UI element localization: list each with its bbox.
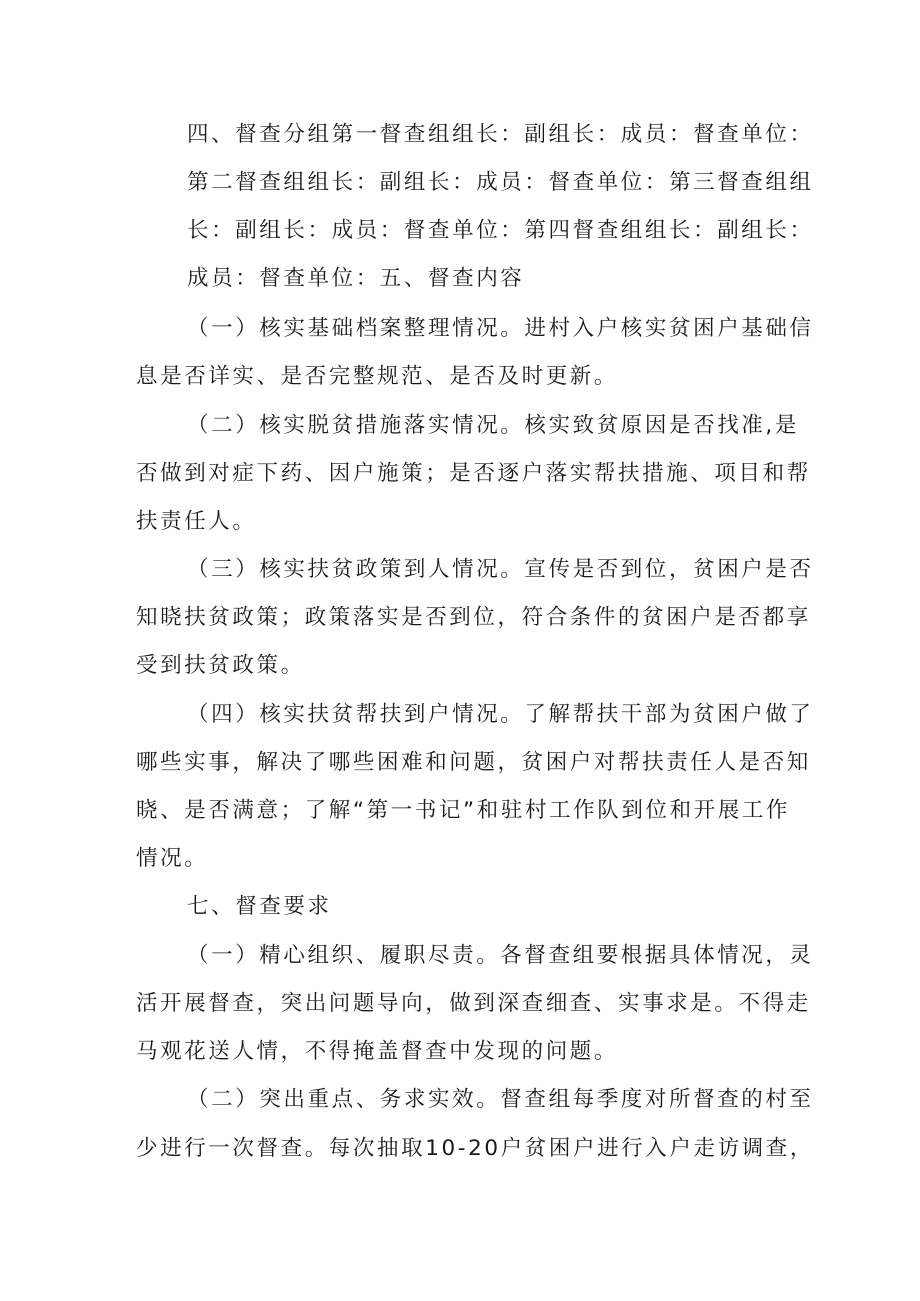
item3-line-1: （三）核实扶贫政策到人情况。宣传是否到位，贫困户是否 [187,557,814,582]
req1-line-3: 马观花送人情，不得掩盖督查中发现的问题。 [136,1039,619,1064]
item2-line-1: （二）核实脱贫措施落实情况。核实致贫原因是否找准,是 [187,413,799,438]
section4-line-4: 成员：督查单位：五、督查内容 [187,266,525,291]
item1-line-1: （一）核实基础档案整理情况。进村入户核实贫困户基础信 [187,316,814,341]
item4-line-2: 哪些实事，解决了哪些困难和问题，贫困户对帮扶责任人是否知 [136,750,811,775]
req1-line-1: （一）精心组织、履职尽责。各督查组要根据具体情况，灵 [187,943,814,968]
item4-line-1: （四）核实扶贫帮扶到户情况。了解帮扶干部为贫困户做了 [187,702,814,727]
item4-line-3: 晓、是否满意；了解“第一书记”和驻村工作队到位和开展工作 [136,798,791,823]
req2-line-2: 少进行一次督查。每次抽取10-20户贫困户进行入户走访调查， [136,1136,814,1161]
item3-line-2: 知晓扶贫政策；政策落实是否到位，符合条件的贫困户是否都享 [136,605,811,630]
item1-line-2: 息是否详实、是否完整规范、是否及时更新。 [136,364,619,389]
req2-line-1: （二）突出重点、务求实效。督查组每季度对所督查的村至 [187,1087,814,1112]
item2-line-3: 扶责任人。 [136,509,257,534]
item2-line-2: 否做到对症下药、因户施策；是否逐户落实帮扶措施、项目和帮 [136,461,811,486]
item4-line-4: 情况。 [136,846,209,871]
section4-line-1: 四、督查分组第一督查组组长：副组长：成员：督查单位： [187,122,814,147]
section4-line-2: 第二督查组组长：副组长：成员：督查单位：第三督查组组 [187,170,814,195]
section4-line-3: 长：副组长：成员：督查单位：第四督查组组长：副组长： [187,218,814,243]
req1-line-2: 活开展督查，突出问题导向，做到深查细查、实事求是。不得走 [136,991,811,1016]
section7-heading: 七、督查要求 [187,894,332,919]
item3-line-3: 受到扶贫政策。 [136,653,305,678]
